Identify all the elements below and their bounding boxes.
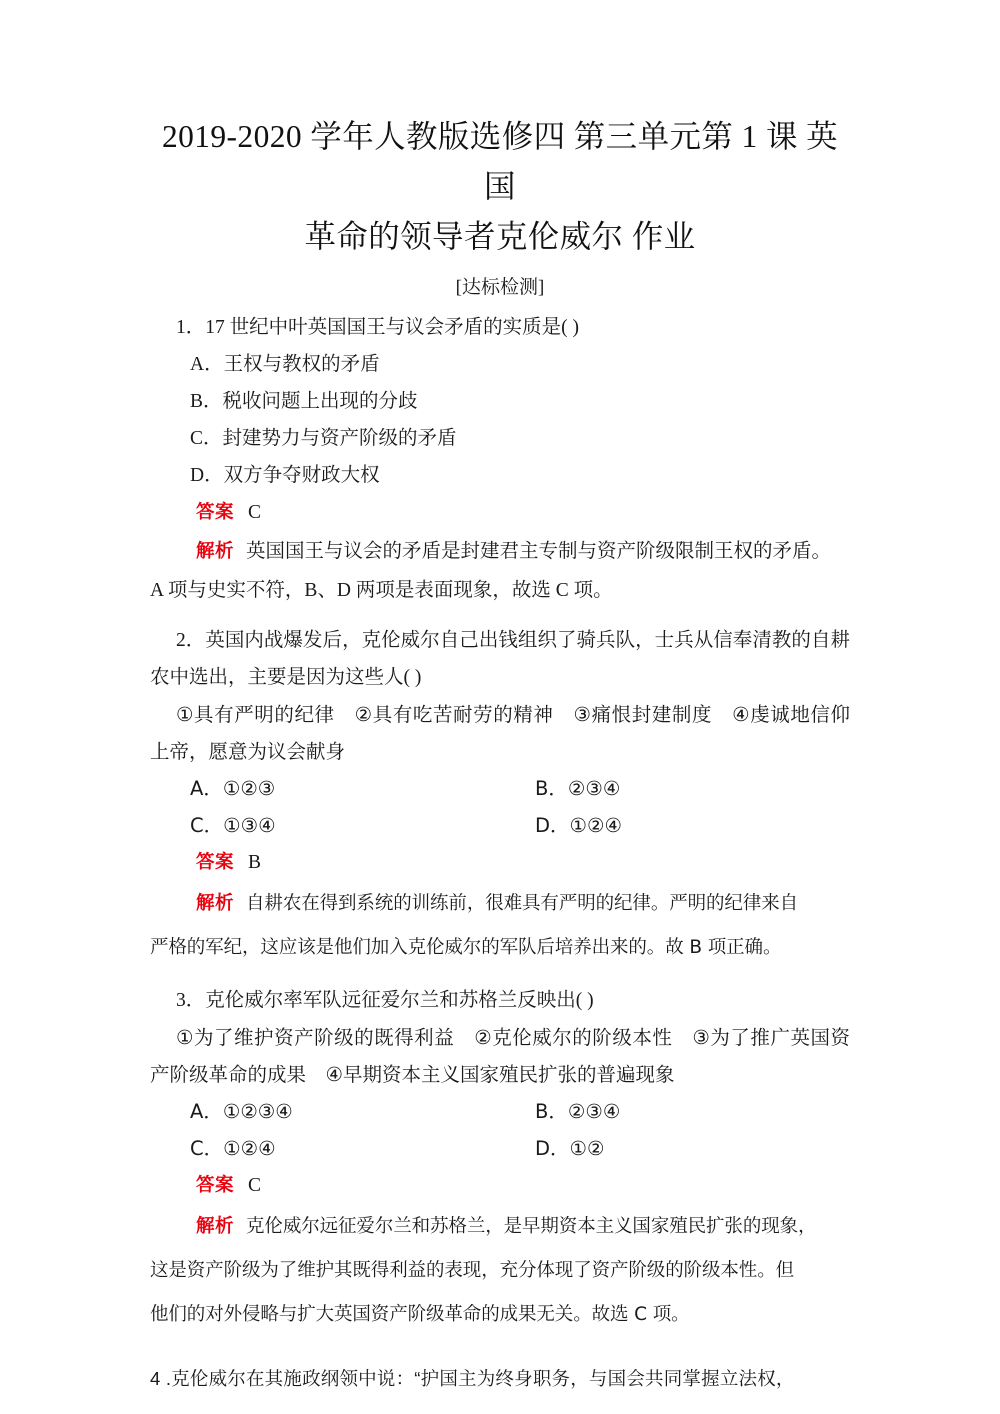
- question-3-analysis-line-1: [150, 1205, 850, 1249]
- question-3-stem: 3．克伦威尔率军队远征爱尔兰和苏格兰反映出( ): [176, 990, 594, 1011]
- question-1-analysis-line-2: A 项与史实不符，B、D 两项是表面现象，故选 C 项。: [150, 580, 613, 601]
- question-4-stem-partial: 4 .克伦威尔在其施政纲领中说：“护国主为终身职务，与国会共同掌握立法权，: [150, 1368, 795, 1389]
- question-2-option-c[interactable]: C．①③④: [190, 814, 276, 837]
- question-2-stem: 2．英国内战爆发后，克伦威尔自己出钱组织了骑兵队，士兵从信奉清教的自耕农中选出，主要是因为这些人( ): [150, 630, 850, 688]
- question-1-option-c[interactable]: C．封建势力与资产阶级的矛盾: [190, 428, 457, 449]
- answer-label: 答案: [196, 1175, 235, 1196]
- question-3-options-row-2: [150, 1130, 850, 1167]
- question-block-2: [150, 616, 850, 970]
- question-block-4: [150, 1357, 850, 1401]
- question-3-analysis-line-3: 他们的对外侵略与扩大英国资产阶级革命的成果无关。故选 C 项。: [150, 1304, 690, 1325]
- question-2-options-row-2: [150, 807, 850, 844]
- question-2-analysis-line-1: [150, 882, 850, 926]
- answer-label: 答案: [196, 852, 235, 873]
- analysis-label: 解析: [196, 541, 235, 562]
- question-block-3: [150, 976, 850, 1337]
- question-3-options-row-1: [150, 1093, 850, 1130]
- question-3-answer: [150, 1167, 850, 1205]
- page-title-line-2: 革命的领导者克伦威尔 作业: [304, 219, 696, 254]
- question-1-analysis-line-1: [150, 532, 850, 571]
- question-1-analysis-text: 英国国王与议会的矛盾是封建君主专制与资产阶级限制王权的矛盾。: [246, 541, 832, 562]
- question-1-answer: [150, 494, 850, 532]
- question-block-1: [150, 303, 850, 610]
- document-body: [0, 303, 1000, 1401]
- section-heading: [达标检测]: [455, 277, 545, 298]
- answer-label: 答案: [196, 502, 235, 523]
- question-2-answer: [150, 844, 850, 882]
- question-3-analysis-line-2: 这是资产阶级为了维护其既得利益的表现，充分体现了资产阶级的阶级本性。但: [150, 1260, 795, 1281]
- question-3-option-c[interactable]: C．①②④: [190, 1137, 276, 1160]
- question-2-options-row-1: [150, 770, 850, 807]
- question-2-answer-value: B: [248, 852, 262, 873]
- question-3-sub-items: ①为了维护资产阶级的既得利益 ②克伦威尔的阶级本性 ③为了推广英国资产阶级革命的成果 ④早期资本主义国家殖民扩张的普遍现象: [150, 1026, 850, 1086]
- question-1-option-d[interactable]: D．双方争夺财政大权: [190, 465, 380, 486]
- page-title: [0, 0, 1000, 262]
- analysis-label: 解析: [196, 1216, 235, 1237]
- question-2-analysis-line-2: 严格的军纪，这应该是他们加入克伦威尔的军队后培养出来的。故 B 项正确。: [150, 937, 782, 958]
- question-3-analysis-text: 克伦威尔远征爱尔兰和苏格兰，是早期资本主义国家殖民扩张的现象，: [246, 1216, 817, 1237]
- question-2-sub-items: ①具有严明的纪律 ②具有吃苦耐劳的精神 ③痛恨封建制度 ④虔诚地信仰上帝，愿意为议会献身: [150, 703, 850, 763]
- page-title-line-1: 2019-2020 学年人教版选修四 第三单元第 1 课 英国: [161, 119, 839, 204]
- question-1-option-b[interactable]: B．税收问题上出现的分歧: [190, 391, 418, 412]
- question-2-analysis-text: 自耕农在得到系统的训练前，很难具有严明的纪律。严明的纪律来自: [246, 893, 799, 914]
- question-3-option-b[interactable]: B．②③④: [535, 1100, 621, 1123]
- question-2-option-b[interactable]: B．②③④: [535, 777, 621, 800]
- question-1-option-a[interactable]: A．王权与教权的矛盾: [190, 354, 380, 375]
- question-3-option-a[interactable]: A．①②③④: [190, 1100, 293, 1123]
- question-1-answer-value: C: [248, 502, 262, 523]
- question-2-option-a[interactable]: A．①②③: [190, 777, 276, 800]
- question-3-option-d[interactable]: D．①②: [535, 1137, 605, 1160]
- analysis-label: 解析: [196, 893, 235, 914]
- question-2-option-d[interactable]: D．①②④: [535, 814, 622, 837]
- question-3-answer-value: C: [248, 1175, 262, 1196]
- question-1-stem: 1．17 世纪中叶英国国王与议会矛盾的实质是( ): [176, 317, 579, 338]
